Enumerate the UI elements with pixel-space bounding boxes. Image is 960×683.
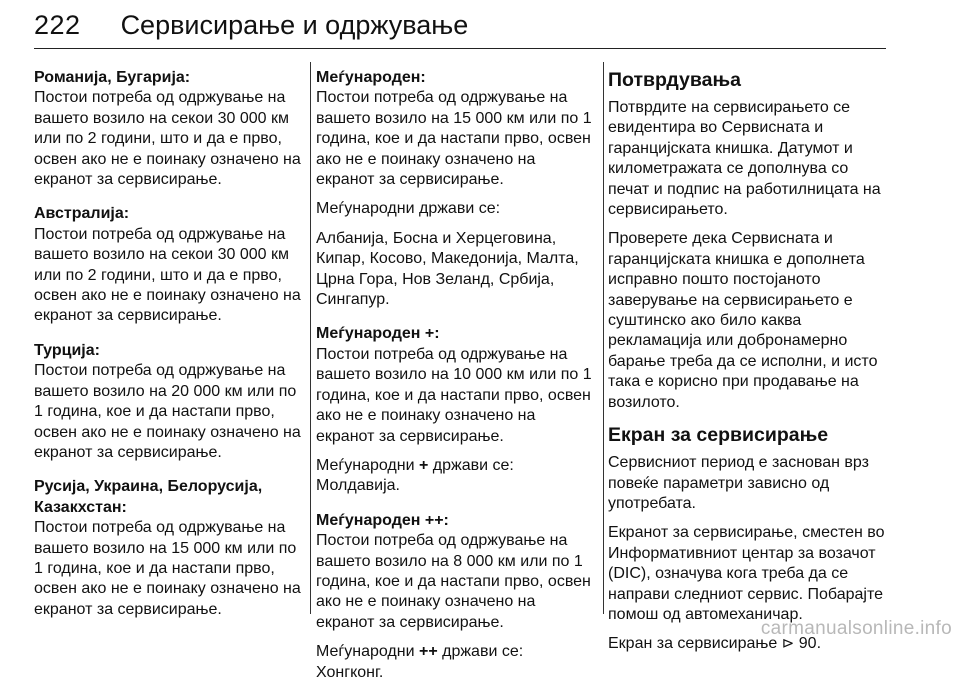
section-international: [316, 68, 596, 310]
section-heading: Турција:: [34, 341, 100, 359]
page-header: [34, 10, 886, 49]
cross-reference: Екран за сервисирање ⊳ 90.: [608, 635, 822, 653]
page-reference-arrow-icon: ⊳: [781, 635, 795, 653]
heading-confirmations: Потврдувања: [608, 69, 741, 91]
countries-label: Меѓународни + држави се:: [316, 456, 514, 474]
paragraph: Сервисниот период е заснован врз повеќе параметри зависно од употребата.: [608, 454, 869, 512]
section-text: Постои потреба од одржување на вашето возило на 10 000 км или по 1 година, кое и да настапи прво, освен ако не е поинаку означено на екранот за сервисирање.: [316, 345, 592, 445]
section-heading: Романија, Бугарија:: [34, 69, 191, 86]
section-heading: Меѓународен ++:: [316, 511, 449, 529]
paragraph: Проверете дека Сервисната и гаранцијската книшка е дополнета исправно пошто постојаното заверување на сервисирањето е суштинско ако било каква рекламација или добронамерно барање треба да се исполни, и исто така е корисно при продавање на возилото.: [608, 230, 878, 411]
section-international-plus-plus: [316, 511, 596, 683]
section-turkey: [34, 341, 302, 463]
section-text: Постои потреба од одржување на вашето возило на секои 30 000 км или по 2 години, што и да е прво, освен ако не е поинаку означено на екранот за сервисирање.: [34, 89, 301, 189]
paragraph: Екранот за сервисирање, сместен во Информативниот центар за возачот (DIC), означува кога треба да се направи следниот сервис. Побарајте помош од автомеханичар.: [608, 524, 885, 623]
section-text: Постои потреба од одржување на вашето возило на 15 000 км или по 1 година, кое и да настапи прво, освен ако не е поинаку означено на екранот за сервисирање.: [34, 519, 301, 618]
section-text: Постои потреба од одржување на вашето возило на секои 30 000 км или по 2 години, што и да е прво, освен ако не е поинаку означено на екранот за сервисирање.: [34, 225, 301, 325]
page-title: Сервисирање и одржување: [120, 10, 469, 40]
countries-list: Хонгконг.: [316, 663, 384, 681]
section-text: Постои потреба од одржување на вашето возило на 8 000 км или по 1 година, кое и да настапи прво, освен ако не е поинаку означено на екранот за сервисирање.: [316, 532, 591, 631]
countries-label: Меѓународни држави се:: [316, 200, 501, 218]
section-heading: Меѓународен:: [316, 69, 426, 86]
column-left: [34, 68, 302, 616]
countries-list: Албанија, Босна и Херцеговина, Кипар, Косово, Македонија, Малта, Црна Гора, Нов Зеланд, Србија, Сингапур.: [316, 229, 579, 309]
section-heading: Меѓународен +:: [316, 325, 440, 343]
page-reference-link[interactable]: 90.: [794, 635, 822, 653]
section-text: Постои потреба од одржување на вашето возило на 15 000 км или по 1 година, кое и да настапи прво, освен ако не е поинаку означено на екранот за сервисирање.: [316, 89, 592, 189]
page-number: 222: [34, 10, 81, 40]
column-middle: [316, 68, 596, 681]
section-australia: [34, 204, 302, 326]
section-romania-bulgaria: [34, 68, 302, 190]
section-heading: Австралија:: [34, 205, 130, 223]
section-russia-ukraine: [34, 477, 302, 620]
heading-service-display: Екран за сервисирање: [608, 424, 829, 447]
section-text: Постои потреба од одржување на вашето возило на 20 000 км или по 1 година, кое и да настапи прво, освен ако не е поинаку означено на екранот за сервисирање.: [34, 362, 301, 461]
section-heading: Русија, Украина, Белорусија, Казакхстан:: [34, 478, 263, 516]
countries-label: Меѓународни ++ држави се:: [316, 643, 524, 661]
column-divider-2: [603, 62, 604, 614]
watermark: carmanualsonline.info: [760, 618, 952, 639]
countries-list: Молдавија.: [316, 477, 400, 495]
paragraph: Потврдите на сервисирањето се евидентира во Сервисната и гаранцијската книшка. Датумот и километражата се дополнува со печат и подпис на работилницата на сервисирањето.: [608, 99, 881, 219]
column-divider-1: [310, 62, 311, 614]
section-international-plus: [316, 324, 596, 496]
